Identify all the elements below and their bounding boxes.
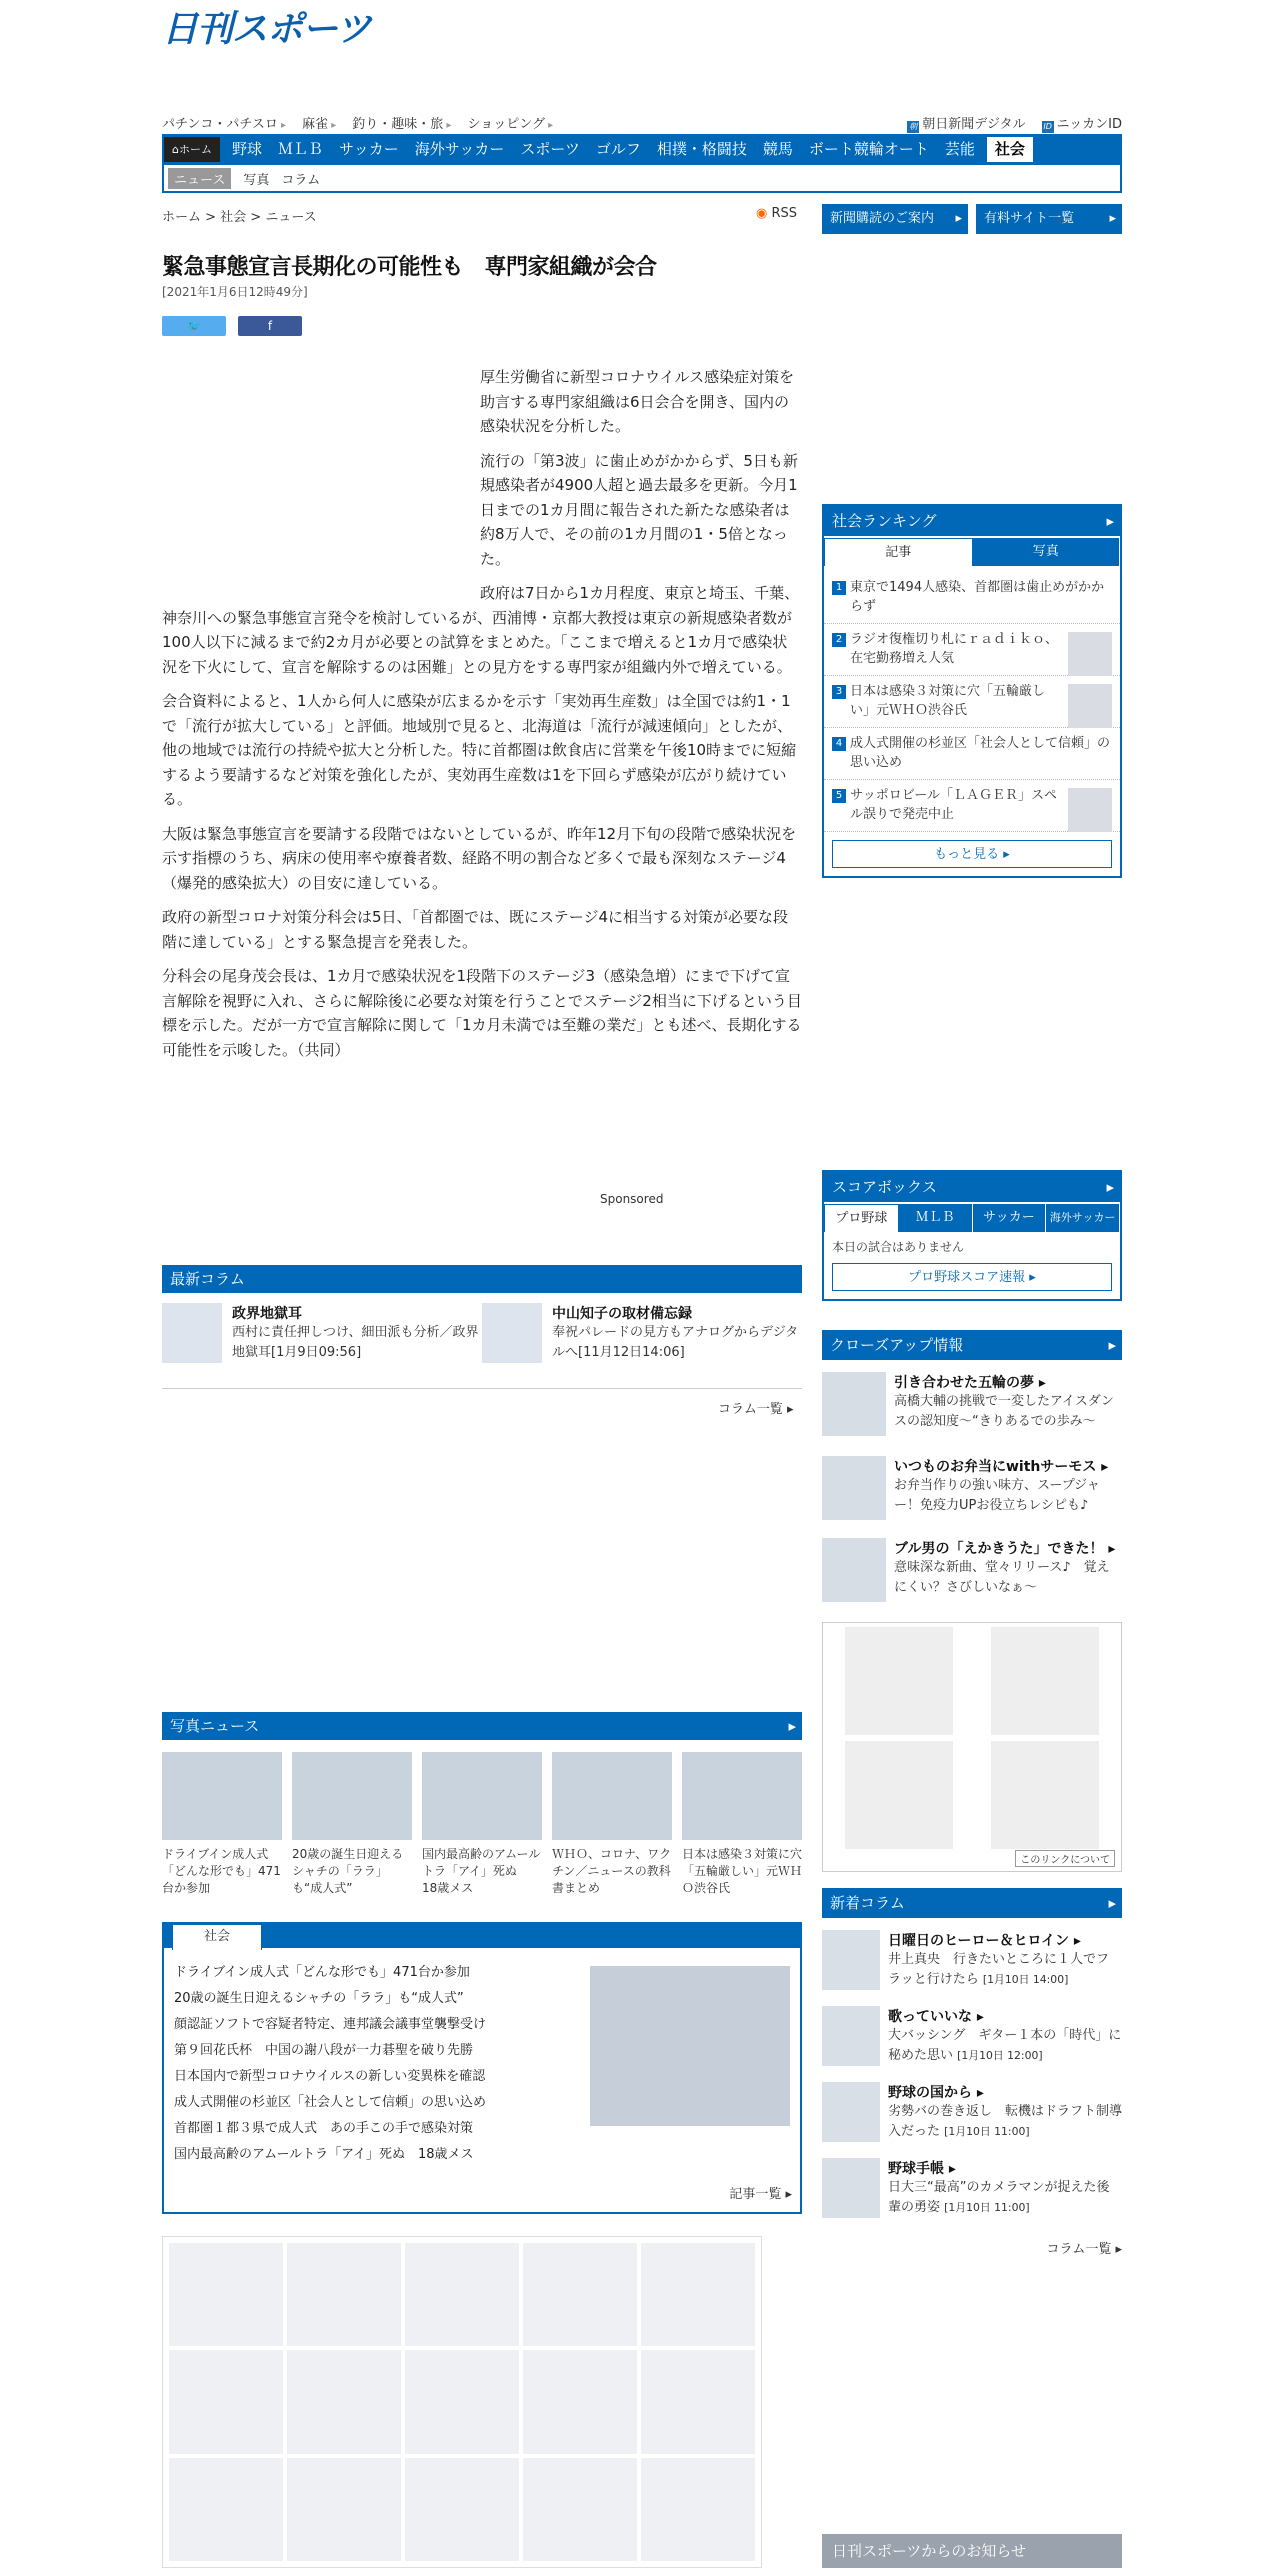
closeup-thumbnail <box>822 1456 886 1520</box>
product-image[interactable] <box>287 2458 401 2561</box>
closeup-item[interactable] <box>822 1456 1122 1516</box>
product-image[interactable] <box>523 2243 637 2346</box>
global-navigation <box>162 134 1122 165</box>
column-text <box>888 2178 1122 2218</box>
photo-news-item[interactable] <box>682 1752 802 1897</box>
ranking-text: 日本は感染３対策に穴「五輪厳しい」元ＷＨＯ渋谷氏 <box>850 684 1046 718</box>
scorebox-header: スコアボックス ▸ <box>824 1172 1120 1202</box>
product-image[interactable] <box>287 2243 401 2346</box>
column-date: [1月10日 14:00] <box>982 1973 1069 1986</box>
column-list-link[interactable]: コラム一覧 ▸ <box>718 1398 794 1417</box>
column-thumbnail <box>482 1303 542 1363</box>
article-paragraph: 大阪は緊急事態宣言を要請する段階ではないとしているが、昨年12月下旬の段階で感染状況を示す指標のうち、病床の使用率や療養者数、経路不明の割合など多くで最も深刻なステージ4（爆発的感染拡大）の目安に達している。 <box>162 824 797 892</box>
tab-articles[interactable]: 記事 <box>824 538 973 566</box>
column-thumbnail <box>822 2082 880 2142</box>
section-tabs <box>162 165 1122 193</box>
column-title: 日曜日のヒーロー＆ヒロイン ▸ <box>888 1930 1122 1950</box>
closeup-text: お弁当作りの強い味方、スープジャー！免疫力UPお役立ちレシピも♪ <box>894 1478 1100 1513</box>
subscription-button[interactable]: 新聞購読のご案内 ▸ <box>822 204 968 234</box>
photo-caption: ＷＨＯ、コロナ、ワクチン／ニュースの教科書まとめ <box>552 1847 672 1895</box>
facebook-share-button[interactable]: f <box>238 316 302 336</box>
photo-news-item[interactable] <box>292 1752 412 1897</box>
social-news-list <box>174 1960 486 2168</box>
tab-pro-baseball[interactable]: プロ野球 <box>824 1204 899 1232</box>
closeup-text: 意味深な新曲、堂々リリース♪ 覚えにくい？さびしいなぁ～ <box>894 1560 1110 1595</box>
photo-news-item[interactable] <box>162 1752 282 1897</box>
social-featured-photo[interactable] <box>590 1966 790 2126</box>
subnav-link[interactable]: パチンコ・パチスロ ▸ <box>162 117 286 132</box>
ranking-item[interactable] <box>824 572 1120 624</box>
product-image[interactable] <box>169 2458 283 2561</box>
nikkan-id-link[interactable]: ID ニッカンID <box>1043 117 1122 132</box>
product-image[interactable] <box>169 2350 283 2453</box>
column-thumbnail <box>822 1930 880 1990</box>
ad-space <box>162 365 480 595</box>
article-title: 緊急事態宣言長期化の可能性も 専門家組織が会合 <box>162 255 657 280</box>
notice-header[interactable]: 日刊スポーツからのお知らせ <box>822 2534 1122 2568</box>
ranking-thumbnail <box>1068 632 1112 676</box>
nav-geinou[interactable]: 芸能 <box>944 140 975 158</box>
article-paragraph: 政府は7日から1カ月程度、東京と埼玉、千葉、神奈川への緊急事態宣言発令を検討しているが、西浦博・京都大教授は東京の新規感染者数が100人以下に減るまで約2カ月が必要との試算をまとめた。「ここまで増えると1カ月で感染状況を下火にして、宣言を解除するのは困難」との見方をする専門家が組織内外で増えている。 <box>162 584 800 676</box>
ranking-thumbnail <box>1068 684 1112 728</box>
ranking-item[interactable] <box>824 780 1120 832</box>
photo-news-section <box>162 1712 803 1895</box>
scorebox <box>822 1170 1122 1301</box>
ranking-text: サッポロビール「ＬＡＧＥＲ」スペル誤りで発売中止 <box>850 788 1057 822</box>
column-text <box>888 1950 1122 1990</box>
id-icon: ID <box>1043 122 1052 131</box>
closeup-text: 高橋大輔の挑戦で一変したアイスダンスの認知度～“きりあるでの歩み～ <box>894 1394 1114 1429</box>
ad-product[interactable] <box>845 1627 953 1735</box>
sponsored-label: Sponsored <box>600 1192 664 1206</box>
tab-news[interactable]: ニュース <box>168 168 231 189</box>
nav-golf[interactable]: ゴルフ <box>595 140 641 158</box>
column-date: [1月10日 11:00] <box>944 2125 1030 2138</box>
photo-caption: 日本は感染３対策に穴「五輪厳しい」元ＷＨＯ渋谷氏 <box>682 1847 803 1895</box>
column-title: 政界地獄耳 <box>232 1306 302 1322</box>
new-column-item[interactable] <box>822 1930 1122 1990</box>
asahi-icon: 朝 <box>909 122 918 131</box>
subnav-link[interactable]: 麻雀 ▸ <box>302 117 336 132</box>
photo-caption: 国内最高齢のアムールトラ「アイ」死ぬ 18歳メス <box>422 1847 541 1895</box>
ad-product[interactable] <box>991 1741 1099 1849</box>
list-item[interactable]: ドライブイン成人式「どんな形でも」471台か参加 <box>174 1965 470 1980</box>
closeup-item[interactable] <box>822 1538 1122 1598</box>
closeup-item[interactable] <box>822 1372 1122 1432</box>
list-item[interactable]: 成人式開催の杉並区「社会人として信頼」の思い込め <box>174 2095 487 2110</box>
article-list-link[interactable]: 記事一覧 ▸ <box>729 2183 792 2202</box>
column-thumbnail <box>822 2158 880 2218</box>
nav-keiba[interactable]: 競馬 <box>762 140 793 158</box>
product-image[interactable] <box>405 2350 519 2453</box>
product-image[interactable] <box>405 2458 519 2561</box>
product-image[interactable] <box>641 2458 755 2561</box>
photo-thumbnail <box>682 1752 802 1840</box>
photo-caption: 20歳の誕生日迎えるシャチの「ララ」も“成人式” <box>292 1847 404 1895</box>
list-item[interactable]: 国内最高齢のアムールトラ「アイ」死ぬ 18歳メス <box>174 2147 474 2162</box>
link-label: コラム一覧 <box>1046 2242 1112 2257</box>
tab-photo[interactable]: 写真 <box>243 172 270 188</box>
list-item[interactable]: 日本国内で新型コロナウイルスの新しい変異株を確認 <box>174 2069 486 2084</box>
nav-world-soccer[interactable]: 海外サッカー <box>414 140 505 158</box>
breadcrumb[interactable]: ホーム > 社会 > ニュース <box>162 210 317 225</box>
column-text: 日大三“最高”のカメラマンが捉えた後輩の勇姿 <box>888 2180 1110 2215</box>
closeup-title: いつものお弁当にwithサーモス ▸ <box>894 1456 1122 1476</box>
photo-thumbnail <box>552 1752 672 1840</box>
column-date: [1月10日 12:00] <box>957 2049 1043 2062</box>
new-column-item[interactable] <box>822 2158 1122 2218</box>
ad-product[interactable] <box>845 1741 953 1849</box>
photo-thumbnail <box>422 1752 542 1840</box>
product-image[interactable] <box>169 2243 283 2346</box>
rank-number: 3 <box>832 685 846 699</box>
column-text <box>888 2102 1122 2142</box>
list-item[interactable]: 第９回花氏杯 中国の謝八段が一力碁聖を破り先勝 <box>174 2043 474 2058</box>
column-item[interactable] <box>482 1303 802 1363</box>
tab-column[interactable]: コラム <box>281 172 321 188</box>
closeup-title: ブル男の「えかきうた」できた！ ▸ <box>894 1538 1122 1558</box>
twitter-icon: 🐦 <box>186 319 202 333</box>
shopping-ad-grid <box>162 2236 762 2568</box>
closeup-thumbnail <box>822 1372 886 1436</box>
nav-boat[interactable]: ボート競輪オート <box>808 140 929 158</box>
ranking-item[interactable] <box>824 676 1120 728</box>
product-image[interactable] <box>523 2458 637 2561</box>
closeup-header: クローズアップ情報 ▸ <box>822 1330 1122 1360</box>
product-image[interactable] <box>523 2350 637 2453</box>
home-icon: ⌂ <box>172 143 179 156</box>
column-title: 中山知子の取材備忘録 <box>552 1306 692 1322</box>
photo-thumbnail <box>162 1752 282 1840</box>
new-column-header: 新着コラム ▸ <box>822 1888 1122 1918</box>
ranking-thumbnail <box>1068 788 1112 832</box>
new-column-item[interactable] <box>822 2082 1122 2142</box>
photo-caption: ドライブイン成人式「どんな形でも」471台か参加 <box>162 1847 281 1895</box>
ranking-text: 成人式開催の杉並区「社会人として信頼」の思い込め <box>850 736 1111 770</box>
column-title: 野球手帳 ▸ <box>888 2158 1122 2178</box>
paid-sites-button[interactable]: 有料サイト一覧 ▸ <box>976 204 1122 234</box>
column-title: 歌っていいな ▸ <box>888 2006 1122 2026</box>
ranking-text: ラジオ復権切り札にｒａｄｉｋｏ、在宅勤務増え人気 <box>850 632 1059 666</box>
photo-news-item[interactable] <box>552 1752 672 1897</box>
site-logo[interactable]: 日刊スポーツ <box>162 9 371 50</box>
product-image[interactable] <box>641 2350 755 2453</box>
sub-navigation <box>162 113 1122 132</box>
rank-number: 1 <box>832 581 846 595</box>
tab-mlb[interactable]: ＭＬＢ <box>899 1204 973 1232</box>
article-date: [2021年1月6日12時49分] <box>162 285 308 299</box>
rss-link[interactable]: ◉ RSS <box>756 206 797 221</box>
column-text: 井上真央 行きたいところに１人でフラッと行けたら <box>888 1952 1110 1987</box>
no-games-text: 本日の試合はありません <box>832 1240 965 1254</box>
divider <box>162 1388 802 1389</box>
closeup-thumbnail <box>822 1538 886 1602</box>
nav-shakai[interactable]: 社会 <box>987 137 1033 162</box>
list-item[interactable]: 顔認証ソフトで容疑者特定、連邦議会議事堂襲撃受け <box>174 2017 487 2032</box>
list-item[interactable]: 首都圏１都３県で成人式 あの手この手で感染対策 <box>174 2121 474 2136</box>
ad-info-link[interactable]: このリンクについて <box>1015 1850 1115 1867</box>
latest-column-header: 最新コラム <box>162 1265 802 1293</box>
article-paragraph: 流行の「第3波」に歯止めがかからず、5日も新規感染者が4900人超と過去最多を更新。今月1日までの1カ月間に報告された新たな感染者は約8万人で、その前の1カ月間の1・5倍となった。 <box>480 451 798 568</box>
asahi-digital-link[interactable]: 朝 朝日新聞デジタル <box>909 117 1026 132</box>
photo-thumbnail <box>292 1752 412 1840</box>
more-ranking-button[interactable]: もっと見る ▸ <box>832 840 1112 868</box>
column-text: 奉祝パレードの見方もアナログからデジタルへ[11月12日14:06] <box>552 1325 799 1360</box>
photo-news-item[interactable] <box>422 1752 542 1897</box>
ranking-item[interactable] <box>824 624 1120 676</box>
column-title: 野球の国から ▸ <box>888 2082 1122 2102</box>
ranking-tabs <box>824 538 1120 566</box>
column-text <box>888 2026 1122 2066</box>
twitter-share-button[interactable] <box>162 316 226 336</box>
product-image[interactable] <box>405 2243 519 2346</box>
rank-number: 5 <box>832 789 846 803</box>
nav-mlb[interactable]: ＭＬＢ <box>278 140 324 158</box>
tab-social[interactable]: 社会 <box>172 1924 262 1950</box>
scorebox-tabs <box>824 1204 1120 1232</box>
column-text: 大バッシング ギター１本の「時代」に秘めた思い <box>888 2028 1122 2063</box>
nav-soccer[interactable]: サッカー <box>339 140 399 158</box>
rank-number: 2 <box>832 633 846 647</box>
tab-soccer[interactable]: サッカー <box>973 1204 1047 1232</box>
new-column-item[interactable] <box>822 2006 1122 2066</box>
column-item[interactable] <box>162 1303 482 1363</box>
nav-sports[interactable]: スポーツ <box>520 140 580 158</box>
article-body <box>162 365 802 1072</box>
ranking-header[interactable]: 社会ランキング ▸ <box>824 506 1120 536</box>
ranking-text: 東京で1494人感染、首都圏は歯止めがかからず <box>850 580 1105 614</box>
list-item[interactable]: 20歳の誕生日迎えるシャチの「ララ」も“成人式” <box>174 1991 464 2006</box>
nav-home[interactable]: ⌂ホーム <box>164 137 220 162</box>
article-paragraph: 会合資料によると、1人から何人に感染が広まるかを示す「実効再生産数」は全国では約1・1で「流行が拡大している」と評価。地域別で見ると、北海道は「流行が減速傾向」としたが、他の地域では流行の持続や拡大と分析した。特に首都圏は飲食店に営業を午後10時までに短縮するよう要請するなど対策を強化したが、実効再生産数は1を下回らず感染が広がり続けている。 <box>162 692 797 808</box>
column-thumbnail <box>162 1303 222 1363</box>
tab-photos[interactable]: 写真 <box>973 538 1121 566</box>
nav-sumo[interactable]: 相撲・格闘技 <box>656 140 747 158</box>
score-link-button[interactable]: プロ野球スコア速報 ▸ <box>832 1263 1112 1291</box>
latest-column-section <box>162 1265 802 1360</box>
tab-world-soccer[interactable]: 海外サッカー <box>1046 1204 1120 1232</box>
product-image[interactable] <box>641 2243 755 2346</box>
article-paragraph: 厚生労働省に新型コロナウイルス感染症対策を助言する専門家組織は6日会合を開き、国内の感染状況を分析した。 <box>480 368 795 435</box>
column-date: [1月10日 11:00] <box>944 2201 1030 2214</box>
rank-number: 4 <box>832 737 846 751</box>
new-column-list-link[interactable]: コラム一覧 ▸ <box>1046 2242 1122 2257</box>
column-text: 西村に責任押しつけ、細田派も分析／政界地獄耳[1月9日09:56] <box>232 1325 479 1360</box>
article-paragraph: 政府の新型コロナ対策分科会は5日、「首都圏では、既にステージ4に相当する対策が必要な段階に達している」とする緊急提言を発表した。 <box>162 908 788 951</box>
article-paragraph: 分科会の尾身茂会長は、1カ月で感染状況を1段階下のステージ3（感染急増）にまで下げて宣言解除を視野に入れ、さらに解除後に必要な対策を行うことでステージ2相当に下げるという目標を示した。だが一方で宣言解除に関して「1カ月未満では至難の業だ」とも述べ、長期化する可能性を示唆した。（共同） <box>162 967 802 1059</box>
social-news-box <box>162 1922 802 2214</box>
photo-news-header[interactable]: 写真ニュース ▸ <box>162 1712 802 1740</box>
column-text: 劣勢バの巻き返し 転機はドラフト制導入だった <box>888 2104 1123 2139</box>
ranking-item[interactable] <box>824 728 1120 780</box>
product-image[interactable] <box>287 2350 401 2453</box>
shoe-ad[interactable] <box>822 1622 1122 1872</box>
subnav-link[interactable]: 釣り・趣味・旅 ▸ <box>352 117 451 132</box>
nav-baseball[interactable]: 野球 <box>231 140 262 158</box>
column-thumbnail <box>822 2006 880 2066</box>
closeup-title: 引き合わせた五輪の夢 ▸ <box>894 1372 1122 1392</box>
subnav-link[interactable]: ショッピング ▸ <box>467 117 553 132</box>
ad-product[interactable] <box>991 1627 1099 1735</box>
ranking-box <box>822 504 1122 878</box>
